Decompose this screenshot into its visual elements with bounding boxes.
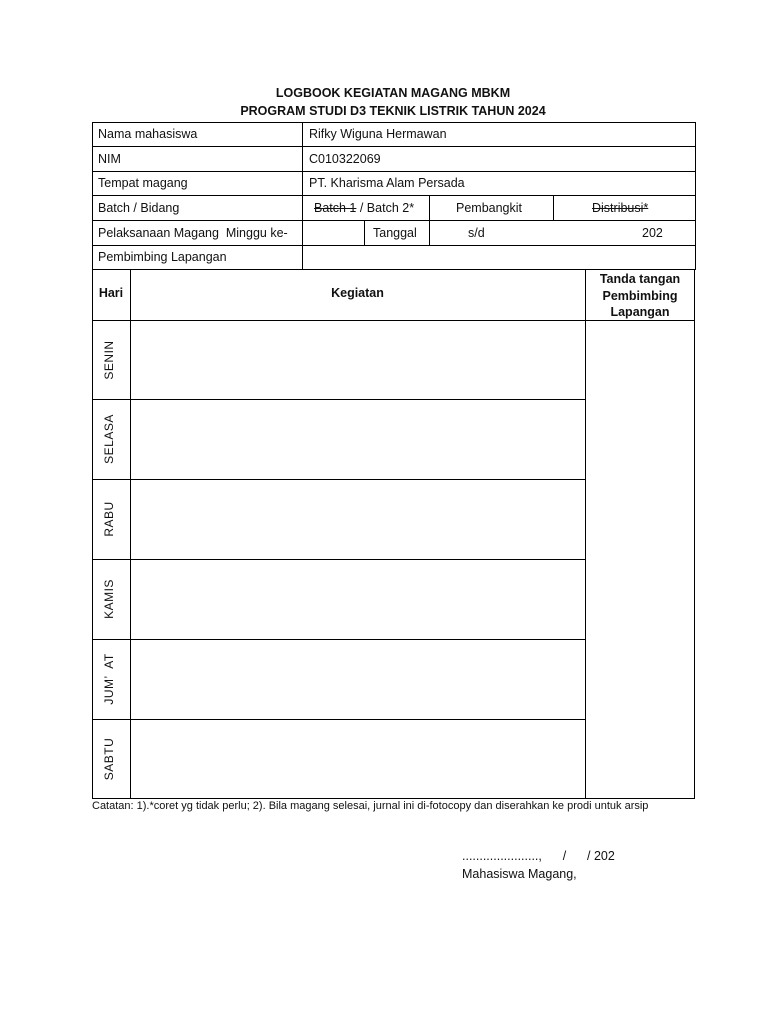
row-divider [92, 399, 586, 400]
row-divider [92, 479, 586, 480]
tempat-label: Tempat magang [98, 176, 188, 190]
table-border [695, 122, 696, 270]
row-divider [92, 245, 696, 246]
column-divider [553, 195, 554, 220]
nim-label: NIM [98, 152, 121, 166]
ttd-line2: Pembimbing [602, 288, 678, 303]
pelaksanaan-label: Pelaksanaan Magang Minggu ke- [98, 226, 288, 240]
catatan-note: Catatan: 1).*coret yg tidak perlu; 2). Bila magang selesai, jurnal ini di-fotocopy dan diserahkan ke prodi untuk arsip [92, 800, 649, 812]
tempat-value: PT. Kharisma Alam Persada [309, 176, 465, 190]
day-label-sabtu: SABTU [102, 737, 116, 781]
signature-role: Mahasiswa Magang, [462, 867, 577, 881]
day-label-jumat: JUM’ AT [102, 653, 116, 705]
day-label-rabu: RABU [102, 501, 116, 537]
table-border [694, 269, 695, 799]
pembangkit-option: Pembangkit [456, 201, 523, 215]
row-divider [92, 220, 696, 221]
nim-value: C010322069 [309, 152, 381, 166]
batch1-struck: Batch 1 [314, 201, 357, 215]
row-divider [92, 639, 586, 640]
table-border [92, 122, 696, 123]
nama-value: Rifky Wiguna Hermawan [309, 127, 447, 141]
pembimbing-label: Pembimbing Lapangan [98, 250, 227, 264]
row-divider [92, 559, 586, 560]
row-divider [92, 195, 696, 196]
row-divider [92, 146, 696, 147]
column-divider [364, 220, 365, 245]
ttd-line3: Lapangan [610, 305, 670, 319]
column-divider [429, 220, 430, 245]
signature-date: ......................, / / 202 [462, 849, 615, 863]
row-divider [92, 171, 696, 172]
year-prefix: 202 [642, 226, 663, 240]
logbook-title: LOGBOOK KEGIATAN MAGANG MBKM [275, 86, 511, 100]
column-divider [429, 195, 430, 220]
kegiatan-header: Kegiatan [331, 286, 384, 300]
nama-label: Nama mahasiswa [98, 127, 198, 141]
row-divider [92, 269, 696, 270]
tanda-tangan-header [586, 271, 694, 321]
batch-label: Batch / Bidang [98, 201, 180, 215]
table-border [92, 122, 93, 270]
column-divider [302, 122, 303, 270]
row-divider [92, 719, 586, 720]
batch-options [314, 201, 414, 215]
tanggal-label: Tanggal [373, 226, 417, 240]
program-title: PROGRAM STUDI D3 TEKNIK LISTRIK TAHUN 2024 [240, 104, 546, 118]
distribusi-struck: Distribusi* [592, 201, 649, 215]
hari-header: Hari [98, 286, 124, 300]
table-border [92, 798, 695, 799]
sd-label: s/d [468, 226, 485, 240]
day-label-senin: SENIN [102, 340, 116, 380]
day-label-kamis: KAMIS [102, 579, 116, 619]
ttd-line1: Tanda tangan [599, 272, 681, 286]
day-label-selasa: SELASA [102, 414, 116, 464]
batch2-option: / Batch 2* [356, 201, 415, 215]
